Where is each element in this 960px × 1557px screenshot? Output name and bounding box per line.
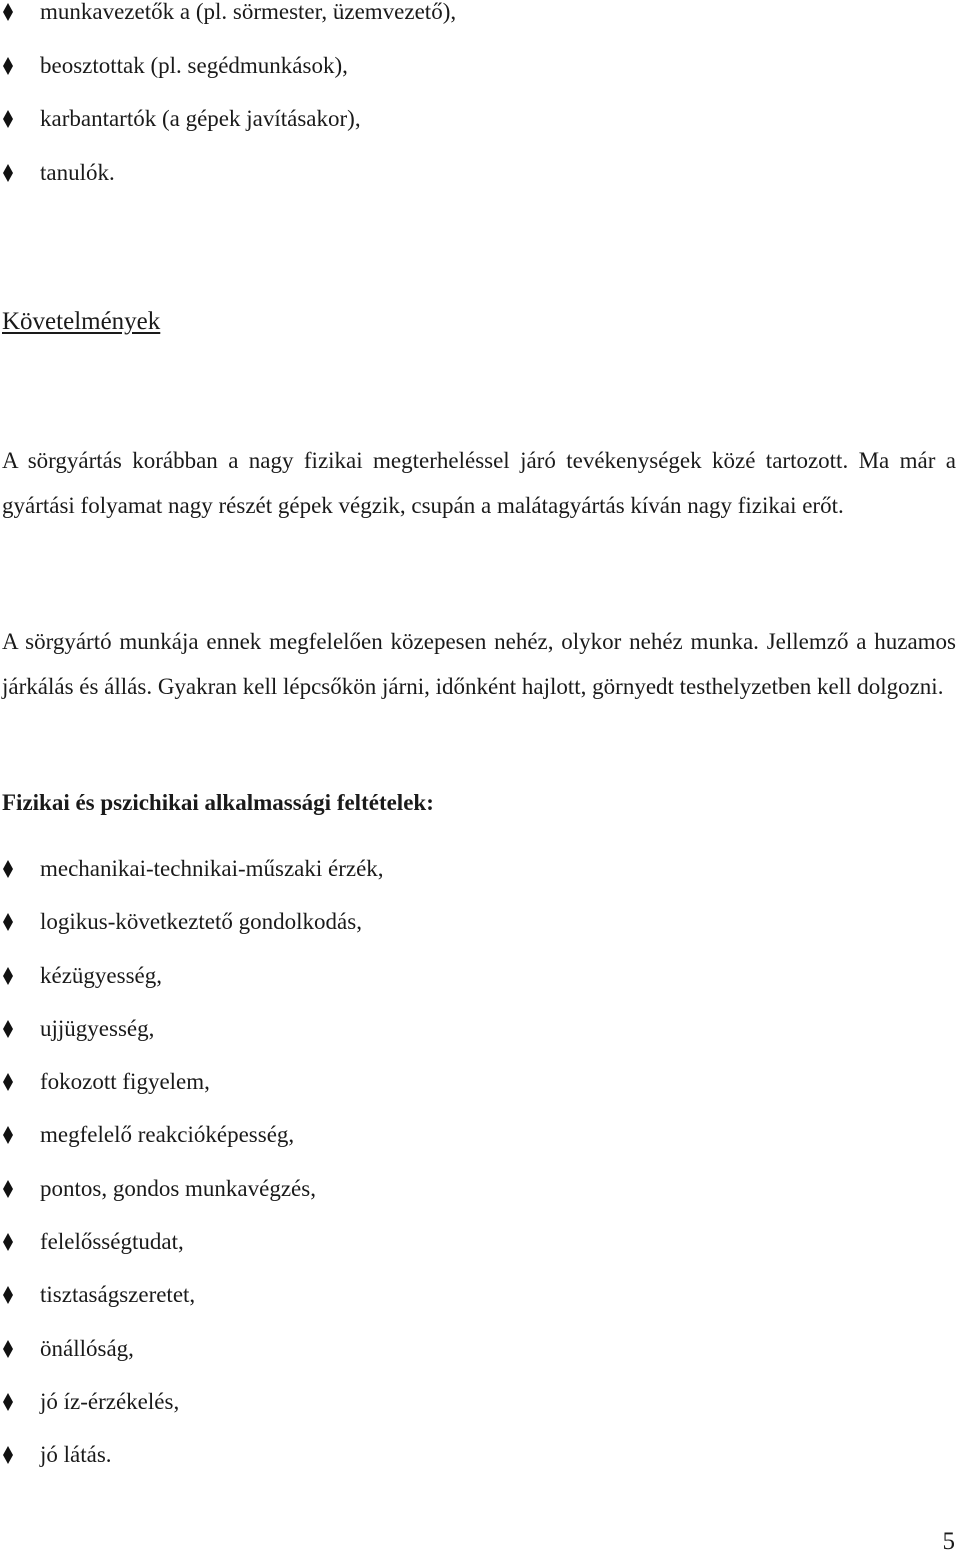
list-item-text: jó íz-érzékelés, <box>40 1388 180 1414</box>
diamond-bullet-icon <box>2 1125 14 1145</box>
list-item <box>0 1443 384 1496</box>
list-item <box>0 857 384 910</box>
diamond-bullet-icon <box>2 109 14 129</box>
occupations-list <box>0 0 456 214</box>
list-item <box>0 107 456 161</box>
list-item-text: logikus-következtető gondolkodás, <box>40 909 362 935</box>
diamond-bullet-icon <box>2 912 14 932</box>
diamond-bullet-icon <box>2 1285 14 1305</box>
diamond-bullet-icon <box>2 1072 14 1092</box>
list-item <box>0 964 384 1017</box>
list-item-text: ujjügyesség, <box>40 1015 155 1041</box>
list-item-text: tisztaságszeretet, <box>40 1282 196 1308</box>
paragraph: A sörgyártó munkája ennek megfelelően közepesen nehéz, olykor nehéz munka. Jellemző a huzamos járkálás és állás. Gyakran kell lépcsőkön járni, időnként hajlott, görnyedt testhelyzetben kell dolgozni. <box>2 629 956 699</box>
list-item <box>0 1070 384 1123</box>
diamond-bullet-icon <box>2 859 14 879</box>
diamond-bullet-icon <box>2 1339 14 1359</box>
list-item-text: kézügyesség, <box>40 962 162 988</box>
page-number: 5 <box>942 1528 955 1555</box>
diamond-bullet-icon <box>2 56 14 76</box>
paragraph: A sörgyártás korábban a nagy fizikai megterheléssel járó tevékenységek közé tartozott. Ma már a gyártási folyamat nagy részét gépek végzik, csupán a malátagyártás kíván nagy fizikai erőt. <box>2 448 956 518</box>
list-item <box>0 0 456 54</box>
list-item-text: pontos, gondos munkavégzés, <box>40 1175 316 1201</box>
diamond-bullet-icon <box>2 1232 14 1252</box>
diamond-bullet-icon <box>2 966 14 986</box>
list-item-text: karbantartók (a gépek javításakor), <box>40 106 361 131</box>
list-item <box>0 1177 384 1230</box>
list-item <box>0 1283 384 1336</box>
list-item-text: mechanikai-technikai-műszaki érzék, <box>40 856 384 881</box>
list-item-text: jó látás. <box>40 1442 112 1468</box>
requirements-subheading: Fizikai és pszichikai alkalmassági feltételek: <box>2 790 434 815</box>
list-item <box>0 1337 384 1390</box>
list-item-text: felelősségtudat, <box>40 1229 184 1255</box>
list-item-text: fokozott figyelem, <box>40 1069 210 1095</box>
diamond-bullet-icon <box>2 1445 14 1465</box>
list-item <box>0 1230 384 1283</box>
diamond-bullet-icon <box>2 1019 14 1039</box>
list-item <box>0 54 456 108</box>
diamond-bullet-icon <box>2 2 14 22</box>
diamond-bullet-icon <box>2 163 14 183</box>
list-item <box>0 1390 384 1443</box>
list-item-text: önállóság, <box>40 1335 134 1361</box>
list-item-text: beosztottak (pl. segédmunkások), <box>40 52 348 78</box>
list-item <box>0 161 456 215</box>
list-item-text: munkavezetők a (pl. sörmester, üzemvezető), <box>40 0 457 24</box>
section-heading: Követelmények <box>2 308 161 335</box>
list-item-text: tanulók. <box>40 159 115 185</box>
list-item <box>0 1017 384 1070</box>
list-item <box>0 1123 384 1176</box>
list-item-text: megfelelő reakcióképesség, <box>40 1122 295 1148</box>
diamond-bullet-icon <box>2 1179 14 1199</box>
list-item <box>0 910 384 963</box>
requirements-list <box>0 857 384 1497</box>
diamond-bullet-icon <box>2 1392 14 1412</box>
